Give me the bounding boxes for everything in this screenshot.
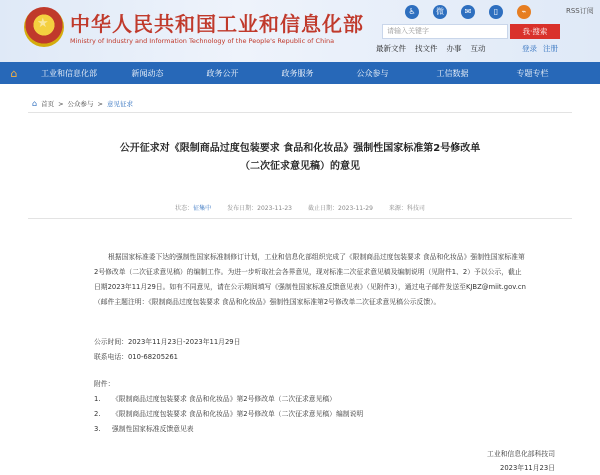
status-badge: 征集中 bbox=[193, 205, 212, 212]
search-input[interactable]: 请输入关键字 bbox=[382, 24, 508, 39]
rss-label[interactable]: RSS订阅 bbox=[566, 7, 594, 15]
mobile-icon[interactable]: ▯ bbox=[489, 5, 503, 19]
quick-link-latest[interactable]: 最新文件 bbox=[376, 44, 406, 53]
divider bbox=[28, 112, 572, 113]
article-title-line1: 公开征求对《限制商品过度包装要求 食品和化妆品》强制性国家标准第2号修改单 bbox=[119, 143, 481, 154]
user-links bbox=[522, 43, 558, 54]
article-title bbox=[40, 140, 560, 176]
weibo-icon[interactable]: 微 bbox=[433, 5, 447, 19]
signature-block bbox=[487, 447, 555, 475]
attachments bbox=[94, 377, 526, 437]
breadcrumb bbox=[32, 99, 133, 108]
site-title[interactable]: 中华人民共和国工业和信息化部 bbox=[70, 12, 364, 36]
national-emblem-logo[interactable] bbox=[24, 7, 64, 47]
quick-links bbox=[376, 43, 486, 54]
nav-item-news[interactable]: 新闻动态 bbox=[131, 68, 164, 78]
rss-icon[interactable]: ⌁ bbox=[517, 5, 531, 19]
meta-end-date: 截止日期：2023-11-29 bbox=[308, 205, 373, 212]
breadcrumb-separator: > bbox=[97, 99, 103, 108]
nav-item-gov-service[interactable]: 政务服务 bbox=[281, 68, 314, 78]
signature-department: 工业和信息化部科技司 bbox=[487, 450, 555, 458]
divider bbox=[28, 218, 572, 219]
site-header bbox=[0, 0, 600, 62]
register-link[interactable]: 注册 bbox=[543, 44, 558, 53]
contact-phone: 联系电话：010-68205261 bbox=[94, 353, 179, 361]
breadcrumb-home-icon: ⌂ bbox=[32, 99, 38, 108]
article-paragraph: 根据国家标准委下达的强制性国家标准制修订计划，工业和信息化部组织完成了《限制商品过度包装要求 食品和化妆品》强制性国家标准第2号修改单（二次征求意见稿）的编制工作。为进一步听取社会各界意见，现对标准二次征求意见稿及编制说明（见附件1、2）予以公示，截止日期2023年11月29日。如有不同意见，请在公示期间填写《强制性国家标准反馈意见表》（见附件3），通过电子邮件发送至KJBZ@miit.gov.cn（邮件主题注明：《限制商品过度包装要求 食品和化妆品》强制性国家标准第2号修改单二次征求意见稿公示反馈）。 bbox=[94, 253, 526, 306]
wechat-icon[interactable]: ✉ bbox=[461, 5, 475, 19]
nav-item-miit[interactable]: 工业和信息化部 bbox=[41, 68, 97, 78]
breadcrumb-current[interactable]: 意见征求 bbox=[106, 100, 133, 108]
quick-link-interact[interactable]: 互动 bbox=[470, 44, 486, 53]
signature-date: 2023年11月23日 bbox=[500, 464, 555, 472]
quick-link-service[interactable]: 办事 bbox=[446, 44, 462, 53]
meta-publish-date: 发布日期：2023-11-23 bbox=[227, 205, 292, 212]
accessibility-icon[interactable]: ♿ bbox=[405, 5, 419, 19]
attachment-link-2[interactable]: 2. 《限制商品过度包装要求 食品和化妆品》第2号修改单（二次征求意见稿）编制说明 bbox=[94, 410, 364, 418]
breadcrumb-public[interactable]: 公众参与 bbox=[67, 100, 94, 108]
search-button[interactable]: 我·搜索 bbox=[510, 24, 560, 39]
site-title-english: Ministry of Industry and Information Technology of the People's Republic of China bbox=[70, 37, 335, 45]
home-icon[interactable]: ⌂ bbox=[10, 66, 18, 80]
nav-item-gov-open[interactable]: 政务公开 bbox=[206, 68, 239, 78]
nav-item-public[interactable]: 公众参与 bbox=[356, 68, 389, 78]
breadcrumb-separator: > bbox=[58, 99, 64, 108]
meta-source: 来源：科技司 bbox=[388, 205, 425, 212]
meta-status: 状态：征集中 bbox=[175, 205, 212, 212]
utility-icons bbox=[405, 5, 531, 19]
attachment-link-1[interactable]: 1. 《限制商品过度包装要求 食品和化妆品》第2号修改单（二次征求意见稿） bbox=[94, 395, 336, 403]
attachments-label: 附件： bbox=[94, 380, 115, 388]
attachment-link-3[interactable]: 3. 强制性国家标准反馈意见表 bbox=[94, 425, 194, 433]
nav-item-topics[interactable]: 专题专栏 bbox=[516, 68, 549, 78]
quick-link-find-doc[interactable]: 找文件 bbox=[415, 44, 438, 53]
login-link[interactable]: 登录 bbox=[522, 44, 537, 53]
contact-info bbox=[94, 335, 526, 365]
article-meta bbox=[0, 203, 600, 212]
main-nav bbox=[0, 62, 600, 84]
article-title-line2: （二次征求意见稿）的意见 bbox=[240, 161, 360, 172]
nav-item-data[interactable]: 工信数据 bbox=[436, 68, 469, 78]
publicity-period: 公示时间：2023年11月23日-2023年11月29日 bbox=[94, 338, 241, 346]
breadcrumb-home[interactable]: 首页 bbox=[41, 100, 55, 108]
